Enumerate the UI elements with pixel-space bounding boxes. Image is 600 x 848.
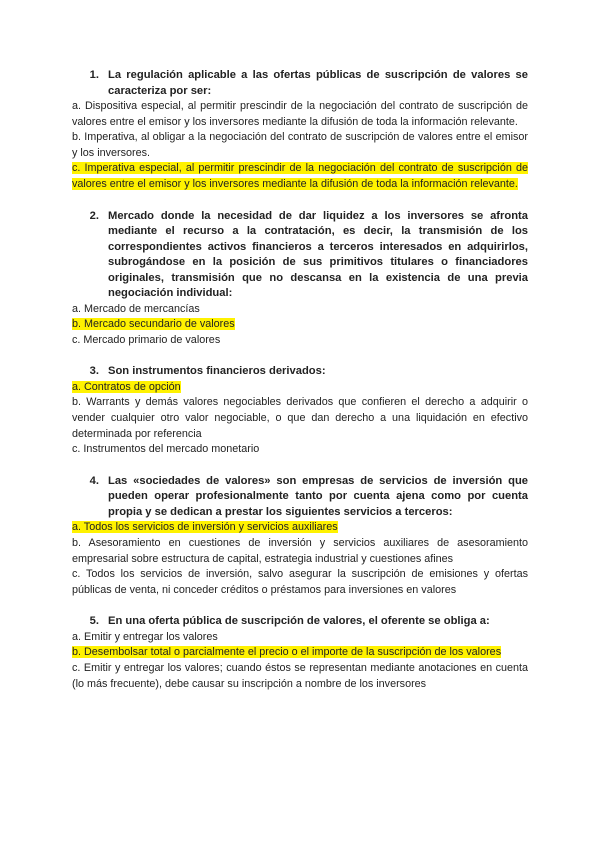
question-3-option-a xyxy=(72,380,528,396)
question-4-option-c xyxy=(72,567,528,598)
option-text: b. Imperativa, al obligar a la negociación del contrato de suscripción de valores entre el emisor y los inversores. xyxy=(72,131,528,159)
question-1-text: La regulación aplicable a las ofertas públicas de suscripción de valores se caracteriza por ser: xyxy=(108,69,528,97)
highlighted-answer: a. Todos los servicios de inversión y servicios auxiliares xyxy=(72,521,338,534)
option-text: c. Emitir y entregar los valores; cuando éstos se representan mediante anotaciones en cuenta (lo más frecuente), debe causar su inscripción a nombre de los inversores xyxy=(72,661,528,690)
option-text: b. Asesoramiento en cuestiones de inversión y servicios auxiliares de asesoramiento empresarial sobre estructura de capital, estrategia industrial y cuestiones afines xyxy=(72,536,528,565)
question-3-text: Son instrumentos financieros derivados: xyxy=(108,365,326,378)
option-text: c. Instrumentos del mercado monetario xyxy=(72,443,260,456)
question-2-heading xyxy=(72,209,528,302)
highlighted-answer: b. Desembolsar total o parcialmente el precio o el importe de la suscripción de los valores xyxy=(72,646,502,659)
question-5-number: 5. xyxy=(89,615,99,628)
question-2-number: 2. xyxy=(89,209,99,222)
question-1-option-b xyxy=(72,130,528,161)
question-4-heading xyxy=(72,474,528,521)
question-4-text: Las «sociedades de valores» son empresas de servicios de inversión que pueden operar profesionalmente tanto por cuenta ajena como por cuenta propia y se dedican a prestar los siguientes servicios a terceros: xyxy=(108,474,528,518)
question-2-option-c xyxy=(72,333,528,349)
option-text: a. Mercado de mercancías xyxy=(72,302,200,315)
question-4-option-b xyxy=(72,536,528,567)
option-text: a. Dispositiva especial, al permitir prescindir de la negociación del contrato de suscripción de valores entre el emisor y los inversores mediante la difusión de toda la información relevante. xyxy=(72,100,528,128)
question-2-option-a xyxy=(72,302,528,318)
question-5-option-a xyxy=(72,630,528,646)
question-2-option-b xyxy=(72,317,528,333)
question-1 xyxy=(72,68,528,193)
question-1-option-a xyxy=(72,99,528,130)
question-4 xyxy=(72,474,528,598)
option-text: c. Todos los servicios de inversión, salvo asegurar la suscripción de emisiones y ofertas públicas de venta, ni conceder créditos o préstamos para inversiones en valores xyxy=(72,568,528,596)
option-text: a. Emitir y entregar los valores xyxy=(72,630,218,643)
question-5-text: En una oferta pública de suscripción de valores, el oferente se obliga a: xyxy=(108,615,490,628)
question-1-heading xyxy=(72,68,528,99)
option-text: c. Mercado primario de valores xyxy=(72,333,221,346)
question-3-heading xyxy=(72,364,528,380)
question-2 xyxy=(72,209,528,349)
question-3 xyxy=(72,364,528,457)
highlighted-answer: c. Imperativa especial, al permitir prescindir de la negociación del contrato de suscripción de valores entre el emisor y los inversores mediante la difusión de toda la información relevante. xyxy=(72,162,528,190)
question-3-option-c xyxy=(72,442,528,458)
highlighted-answer: a. Contratos de opción xyxy=(72,380,181,393)
question-4-number: 4. xyxy=(89,474,99,487)
question-1-option-c xyxy=(72,161,528,192)
option-text: b. Warrants y demás valores negociables derivados que confieren el derecho a adquirir o vender cualquier otro valor negociable, o que dan derecho a una liquidación en efectivo determinada por referencia xyxy=(72,396,528,440)
question-3-option-b xyxy=(72,395,528,442)
question-2-text: Mercado donde la necesidad de dar liquidez a los inversores se afronta mediante el recurso a la contratación, es decir, la transmisión de los correspondientes activos financieros a terceros interesados en adquirirlos, subrogándose en la posición de sus primitivos titulares o financiadores originales, transmisión que no descansa en la existencia de una previa negociación individual: xyxy=(108,209,528,300)
question-1-number: 1. xyxy=(89,69,99,81)
question-5 xyxy=(72,614,528,692)
question-5-option-c xyxy=(72,661,528,692)
highlighted-answer: b. Mercado secundario de valores xyxy=(72,318,235,331)
question-5-heading xyxy=(72,614,528,630)
question-5-option-b xyxy=(72,645,528,661)
question-3-number: 3. xyxy=(89,365,99,378)
question-4-option-a xyxy=(72,520,528,536)
